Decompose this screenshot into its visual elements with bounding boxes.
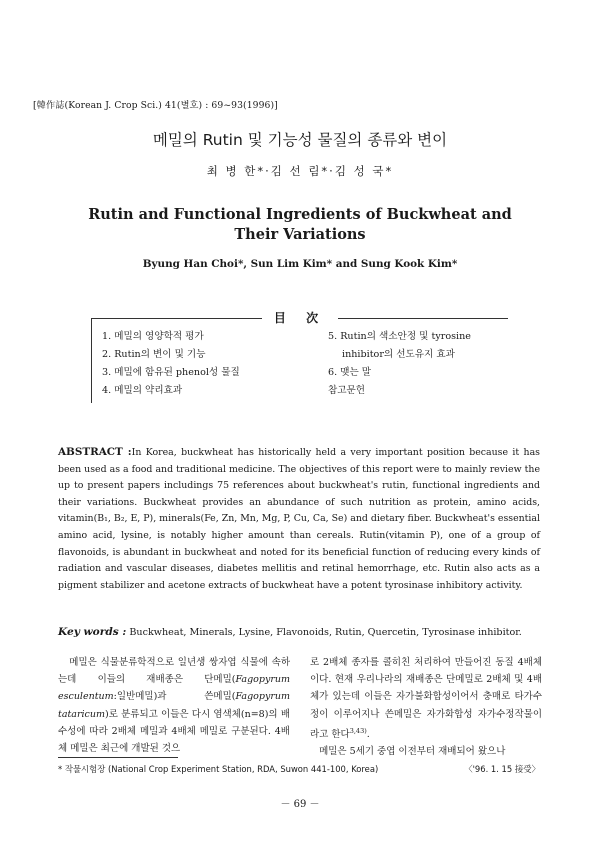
keywords [58, 626, 558, 638]
body-text: . [366, 728, 370, 740]
scientific-name: Fagopyrum tataricum [58, 691, 290, 720]
body-text: 메밀은 5세기 중엽 이전부터 재배되어 왔으나 [319, 746, 506, 758]
toc-item-2: 2. Rutin의 변이 및 기능 [102, 349, 206, 360]
korean-authors: 최 병 한*·김 선 림*·김 성 국* [206, 164, 394, 178]
toc-item-1: 1. 메밀의 영양학적 평가 [102, 331, 204, 342]
table-of-contents [91, 318, 508, 403]
toc-item-6: 6. 맺는 말 [328, 367, 372, 378]
toc-heading: 目 次 [262, 309, 338, 326]
scientific-name: Fagopyrum esculentum [58, 674, 290, 703]
footnote-divider [58, 757, 178, 758]
body-text: 로 2배체 종자를 콜히친 처리하여 만들어진 동질 4배체이다. 현재 우리나라의 재배종은 단메밀로 2배체 및 4배체가 있는데 이들은 자가불화합성이어서 충매로 타가수정이 이루어지나 쓴메밀은 자가화합성 자가수정작물이라고 한다 [310, 657, 542, 740]
body-text: )로 분류되고 이들은 다시 염색체(n=8)의 배수성에 따라 2배체 메밀과 4배체 메밀로 구분된다. 4배체 메밀은 최근에 개발된 것으 [58, 708, 290, 755]
keywords-label: Key words : [58, 626, 127, 638]
toc-item-3: 3. 메밀에 함유된 phenol성 물질 [102, 367, 240, 378]
reference-marker: 3,43) [349, 726, 367, 735]
body-text: :일반메밀)과 쓴메밀( [113, 691, 236, 703]
abstract-label: ABSTRACT : [58, 446, 132, 458]
abstract-text: In Korea, buckwheat has historically held a very important position because it has been used as a food and traditional medicine. The objectives of this report were to mainly review the up to present papers includings 75 references about buckwheat's rutin, functional ingredients and their variations. Buckwheat provides an abundance of such nutrition as protein, amino acids, vitamin(B₁, B₂, E, P), minerals(Fe, Zn, Mn, Mg, P, Cu, Ca, Se) and dietary fiber. Buckwheat's essential amino acid, lysine, is notably higher amount than cereals. Rutin(vitamin P), one of a group of flavonoids, is abundant in buckwheat and noted for its beneficial function of reducing every kinds of radiation and vascular diseases, diabetes mellitis and retinal hemorrhage, etc. Rutin also acts as a pigment stabilizer and acetone extracts of buckwheat have a potent tyrosinase inhibitory activity. [58, 447, 541, 591]
abstract [58, 444, 540, 594]
english-title-line-1: Rutin and Functional Ingredients of Buckwheat and [88, 206, 512, 223]
body-text: 메밀은 식물분류학적으로 일년생 쌍자엽 식물에 속하는데 이들의 재배종은 단메밀( [58, 657, 291, 686]
toc-item-5: 5. Rutin의 색소안정 및 tyrosine [328, 331, 471, 342]
body-column-right [310, 654, 542, 760]
toc-item-5-cont: inhibitor의 선도유지 효과 [342, 349, 455, 360]
received-date: 〈'96. 1. 15 接受〉 [464, 764, 540, 774]
korean-title: 메밀의 Rutin 및 기능성 물질의 종류와 변이 [152, 131, 448, 149]
body-column-left [58, 654, 290, 757]
journal-citation: [韓作誌(Korean J. Crop Sci.) 41(별호) : 69~93(1996)] [33, 100, 278, 111]
english-title [0, 205, 600, 245]
keywords-text: Buckwheat, Minerals, Lysine, Flavonoids, Rutin, Quercetin, Tyrosinase inhibitor. [129, 627, 522, 638]
english-authors: Byung Han Choi*, Sun Lim Kim* and Sung Kook Kim* [142, 258, 458, 270]
english-title-line-2: Their Variations [234, 226, 366, 243]
toc-item-references: 참고문헌 [328, 385, 366, 396]
footnote: * 작물시험장 (National Crop Experiment Station, RDA, Suwon 441-100, Korea) [58, 764, 379, 774]
page-number: － 69 － [280, 799, 320, 810]
toc-item-4: 4. 메밀의 약리효과 [102, 385, 183, 396]
